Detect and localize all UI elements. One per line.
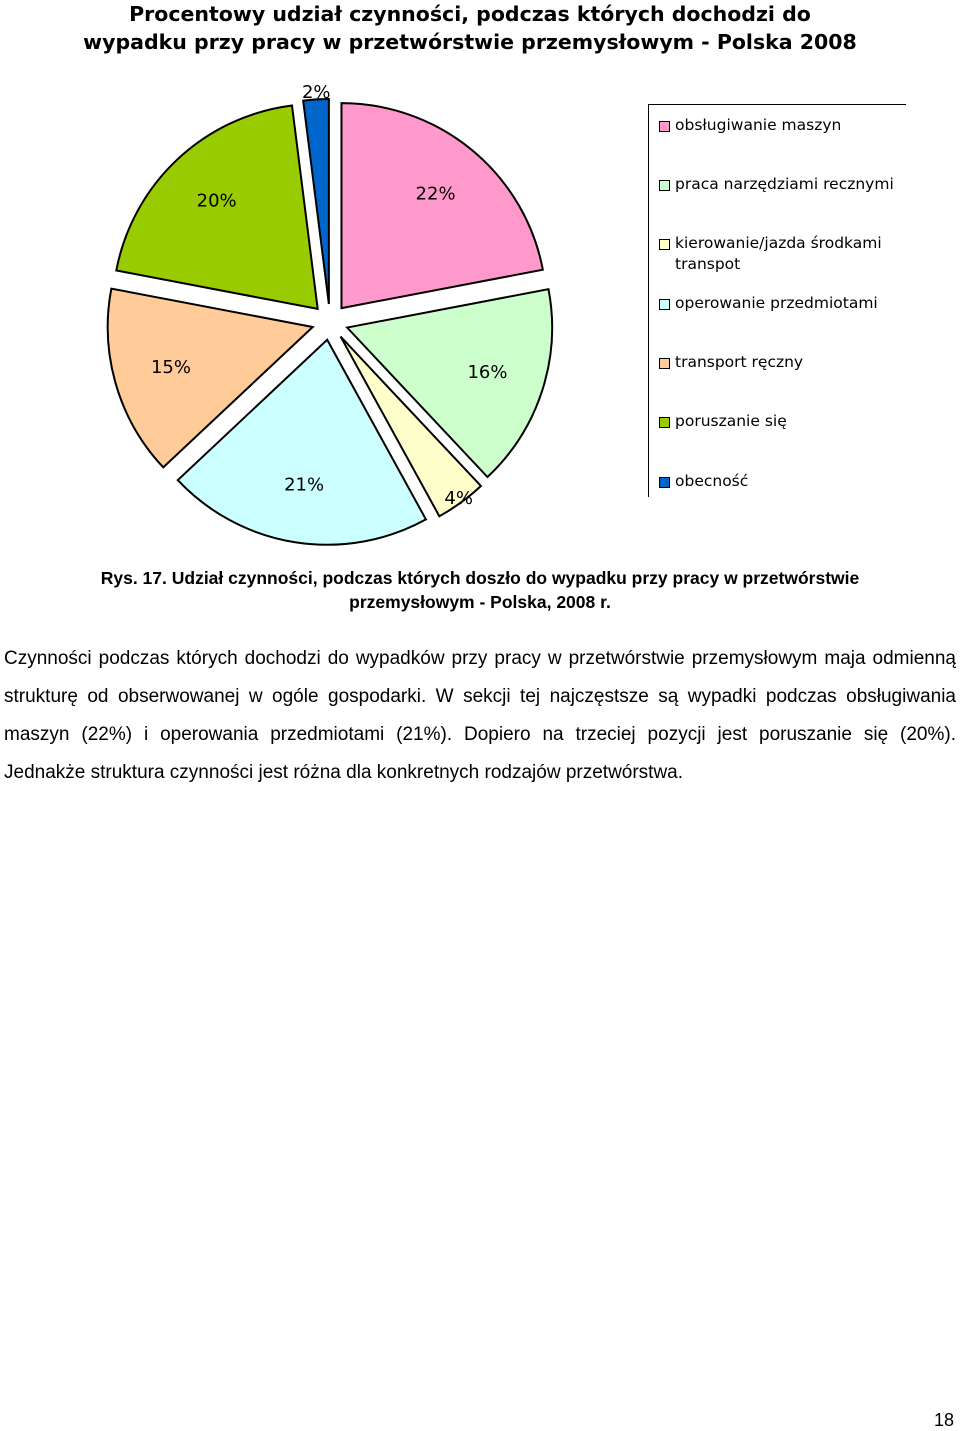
pie-chart: [0, 60, 640, 510]
pie-slice-1: [341, 103, 542, 308]
legend-label-line: poruszanie się: [675, 412, 787, 430]
legend-swatch: [659, 477, 670, 488]
pie-data-label-3: 4%: [444, 488, 473, 510]
legend-item-6: [659, 411, 904, 432]
caption-line-2: przemysłowym - Polska, 2008 r.: [349, 592, 611, 612]
legend-swatch: [659, 239, 670, 250]
legend-label: [675, 293, 878, 314]
chart-legend: [648, 104, 906, 497]
legend-swatch: [659, 121, 670, 132]
legend-label-line: transport ręczny: [675, 353, 804, 371]
legend-item-4: [659, 293, 904, 314]
legend-label: [675, 471, 748, 492]
body-paragraph: Czynności podczas których dochodzi do wypadków przy pracy w przetwórstwie przemysłowym maja odmienną strukturę od obserwowanej w ogóle gospodarki. W sekcji tej najczęstsze są wypadki podczas obsługiwania maszyn (22%) i operowania przedmiotami (21%). Dopiero na trzeciej pozycji jest poruszanie się (20%). Jednakże struktura czynności jest różna dla konkretnych rodzajów przetwórstwa.: [4, 648, 956, 783]
legend-item-2: [659, 174, 904, 195]
legend-label-line: obsługiwanie maszyn: [675, 116, 842, 134]
legend-label-line: transpot: [675, 255, 741, 273]
pie-data-label-6: 20%: [196, 190, 237, 212]
legend-swatch: [659, 417, 670, 428]
figure-caption: [40, 566, 920, 614]
legend-item-1: [659, 115, 904, 136]
chart-title-line-1: Procentowy udział czynności, podczas których dochodzi do: [129, 2, 811, 26]
pie-data-label-2: 16%: [467, 362, 508, 384]
legend-item-5: [659, 352, 904, 373]
legend-swatch: [659, 358, 670, 369]
legend-label-line: kierowanie/jazda środkami: [675, 234, 882, 252]
legend-label: [675, 352, 803, 373]
legend-label-line: operowanie przedmiotami: [675, 294, 878, 312]
legend-label: [675, 174, 894, 195]
legend-swatch: [659, 299, 670, 310]
page-number: 18: [933, 1410, 954, 1430]
legend-swatch: [659, 180, 670, 191]
pie-data-label-4: 21%: [284, 474, 325, 496]
legend-item-7: [659, 471, 904, 492]
chart-title-line-2: wypadku przy pracy w przetwórstwie przemysłowym - Polska 2008: [83, 30, 857, 54]
legend-label: [675, 411, 787, 432]
chart-title: [60, 0, 880, 56]
legend-label-line: obecność: [675, 472, 749, 490]
caption-line-1: Rys. 17. Udział czynności, podczas których doszło do wypadku przy pracy w przetwórstwie: [100, 568, 860, 588]
pie-data-label-7: 2%: [301, 82, 331, 104]
legend-label: [675, 233, 882, 275]
legend-label-line: praca narzędziami recznymi: [675, 175, 894, 193]
pie-data-label-5: 15%: [150, 357, 191, 379]
legend-item-3: [659, 233, 904, 275]
pie-data-label-1: 22%: [415, 183, 456, 205]
legend-label: [675, 115, 841, 136]
